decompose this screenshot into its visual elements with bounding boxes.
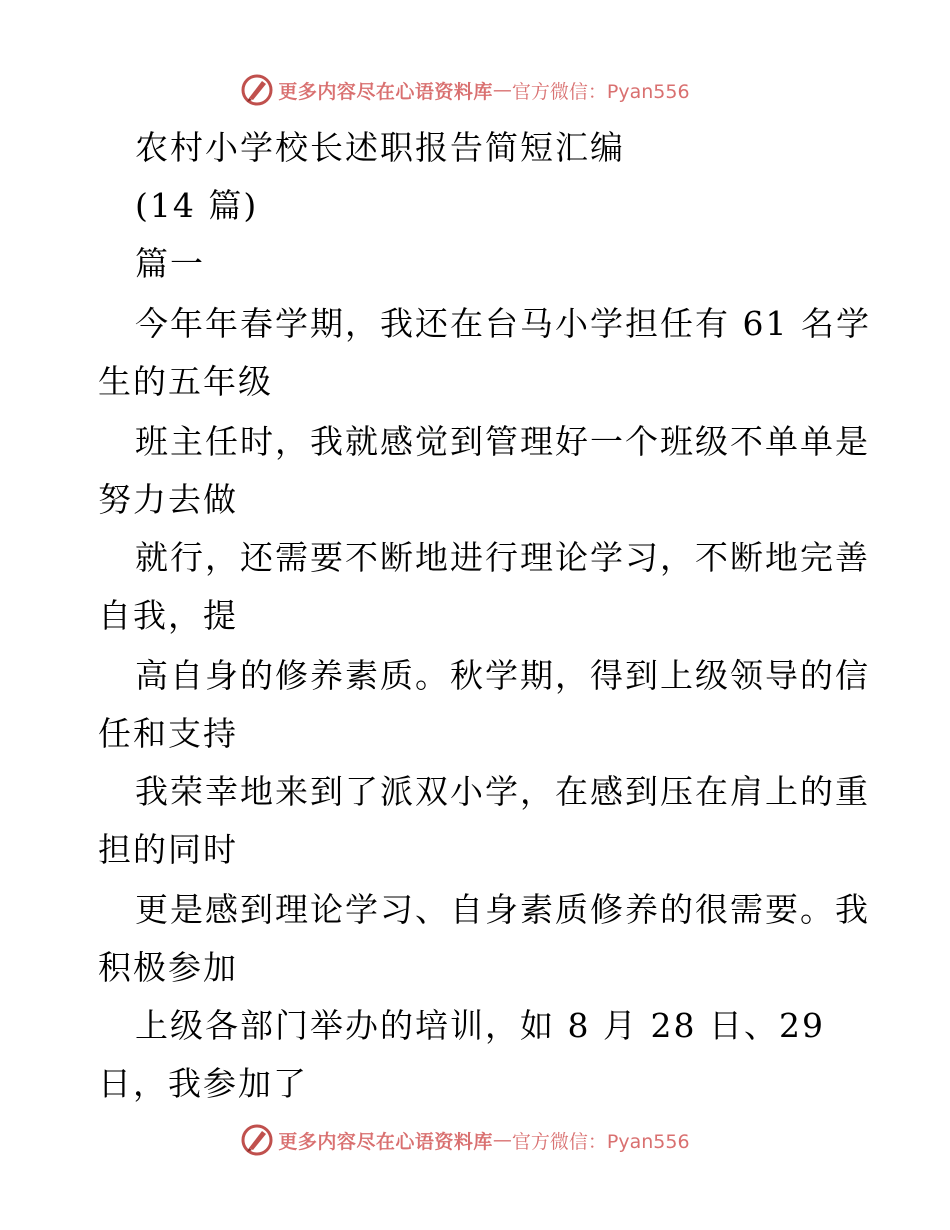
text-line: 生的五年级 — [98, 362, 273, 401]
document-subtitle: (14 篇) — [135, 186, 259, 225]
text-line: 上级各部门举办的培训，如 8 月 28 日、29 — [135, 1006, 825, 1045]
section-heading: 篇一 — [135, 244, 205, 283]
text-line: 担的同时 — [98, 830, 238, 869]
text-line: 日，我参加了 — [98, 1064, 308, 1103]
header-banner — [0, 70, 950, 110]
banner-text: 更多内容尽在心语资料库 — [278, 1130, 493, 1153]
banner-separator: — — [492, 1129, 512, 1151]
banner-wechat: 官方微信：Pyan556 — [511, 80, 690, 103]
text-line: 今年年春学期，我还在台马小学担任有 61 名学 — [135, 304, 871, 343]
text-line: 积极参加 — [98, 948, 238, 987]
text-line: 更是感到理论学习、自身素质修养的很需要。我 — [135, 890, 870, 929]
text-line: 我荣幸地来到了派双小学，在感到压在肩上的重 — [135, 772, 870, 811]
text-line: 自我，提 — [98, 596, 238, 635]
quill-pen-logo-icon — [240, 1123, 274, 1157]
text-line: 高自身的修养素质。秋学期，得到上级领导的信 — [135, 656, 870, 695]
text-line: 班主任时，我就感觉到管理好一个班级不单单是 — [135, 422, 870, 461]
document-title: 农村小学校长述职报告简短汇编 — [135, 128, 625, 167]
banner-separator: — — [492, 79, 512, 101]
banner-text: 更多内容尽在心语资料库 — [278, 80, 493, 103]
footer-banner — [0, 1120, 950, 1160]
text-line: 任和支持 — [98, 714, 238, 753]
text-line: 努力去做 — [98, 480, 238, 519]
banner-wechat: 官方微信：Pyan556 — [511, 1130, 690, 1153]
quill-pen-logo-icon — [240, 73, 274, 107]
text-line: 就行，还需要不断地进行理论学习，不断地完善 — [135, 538, 870, 577]
